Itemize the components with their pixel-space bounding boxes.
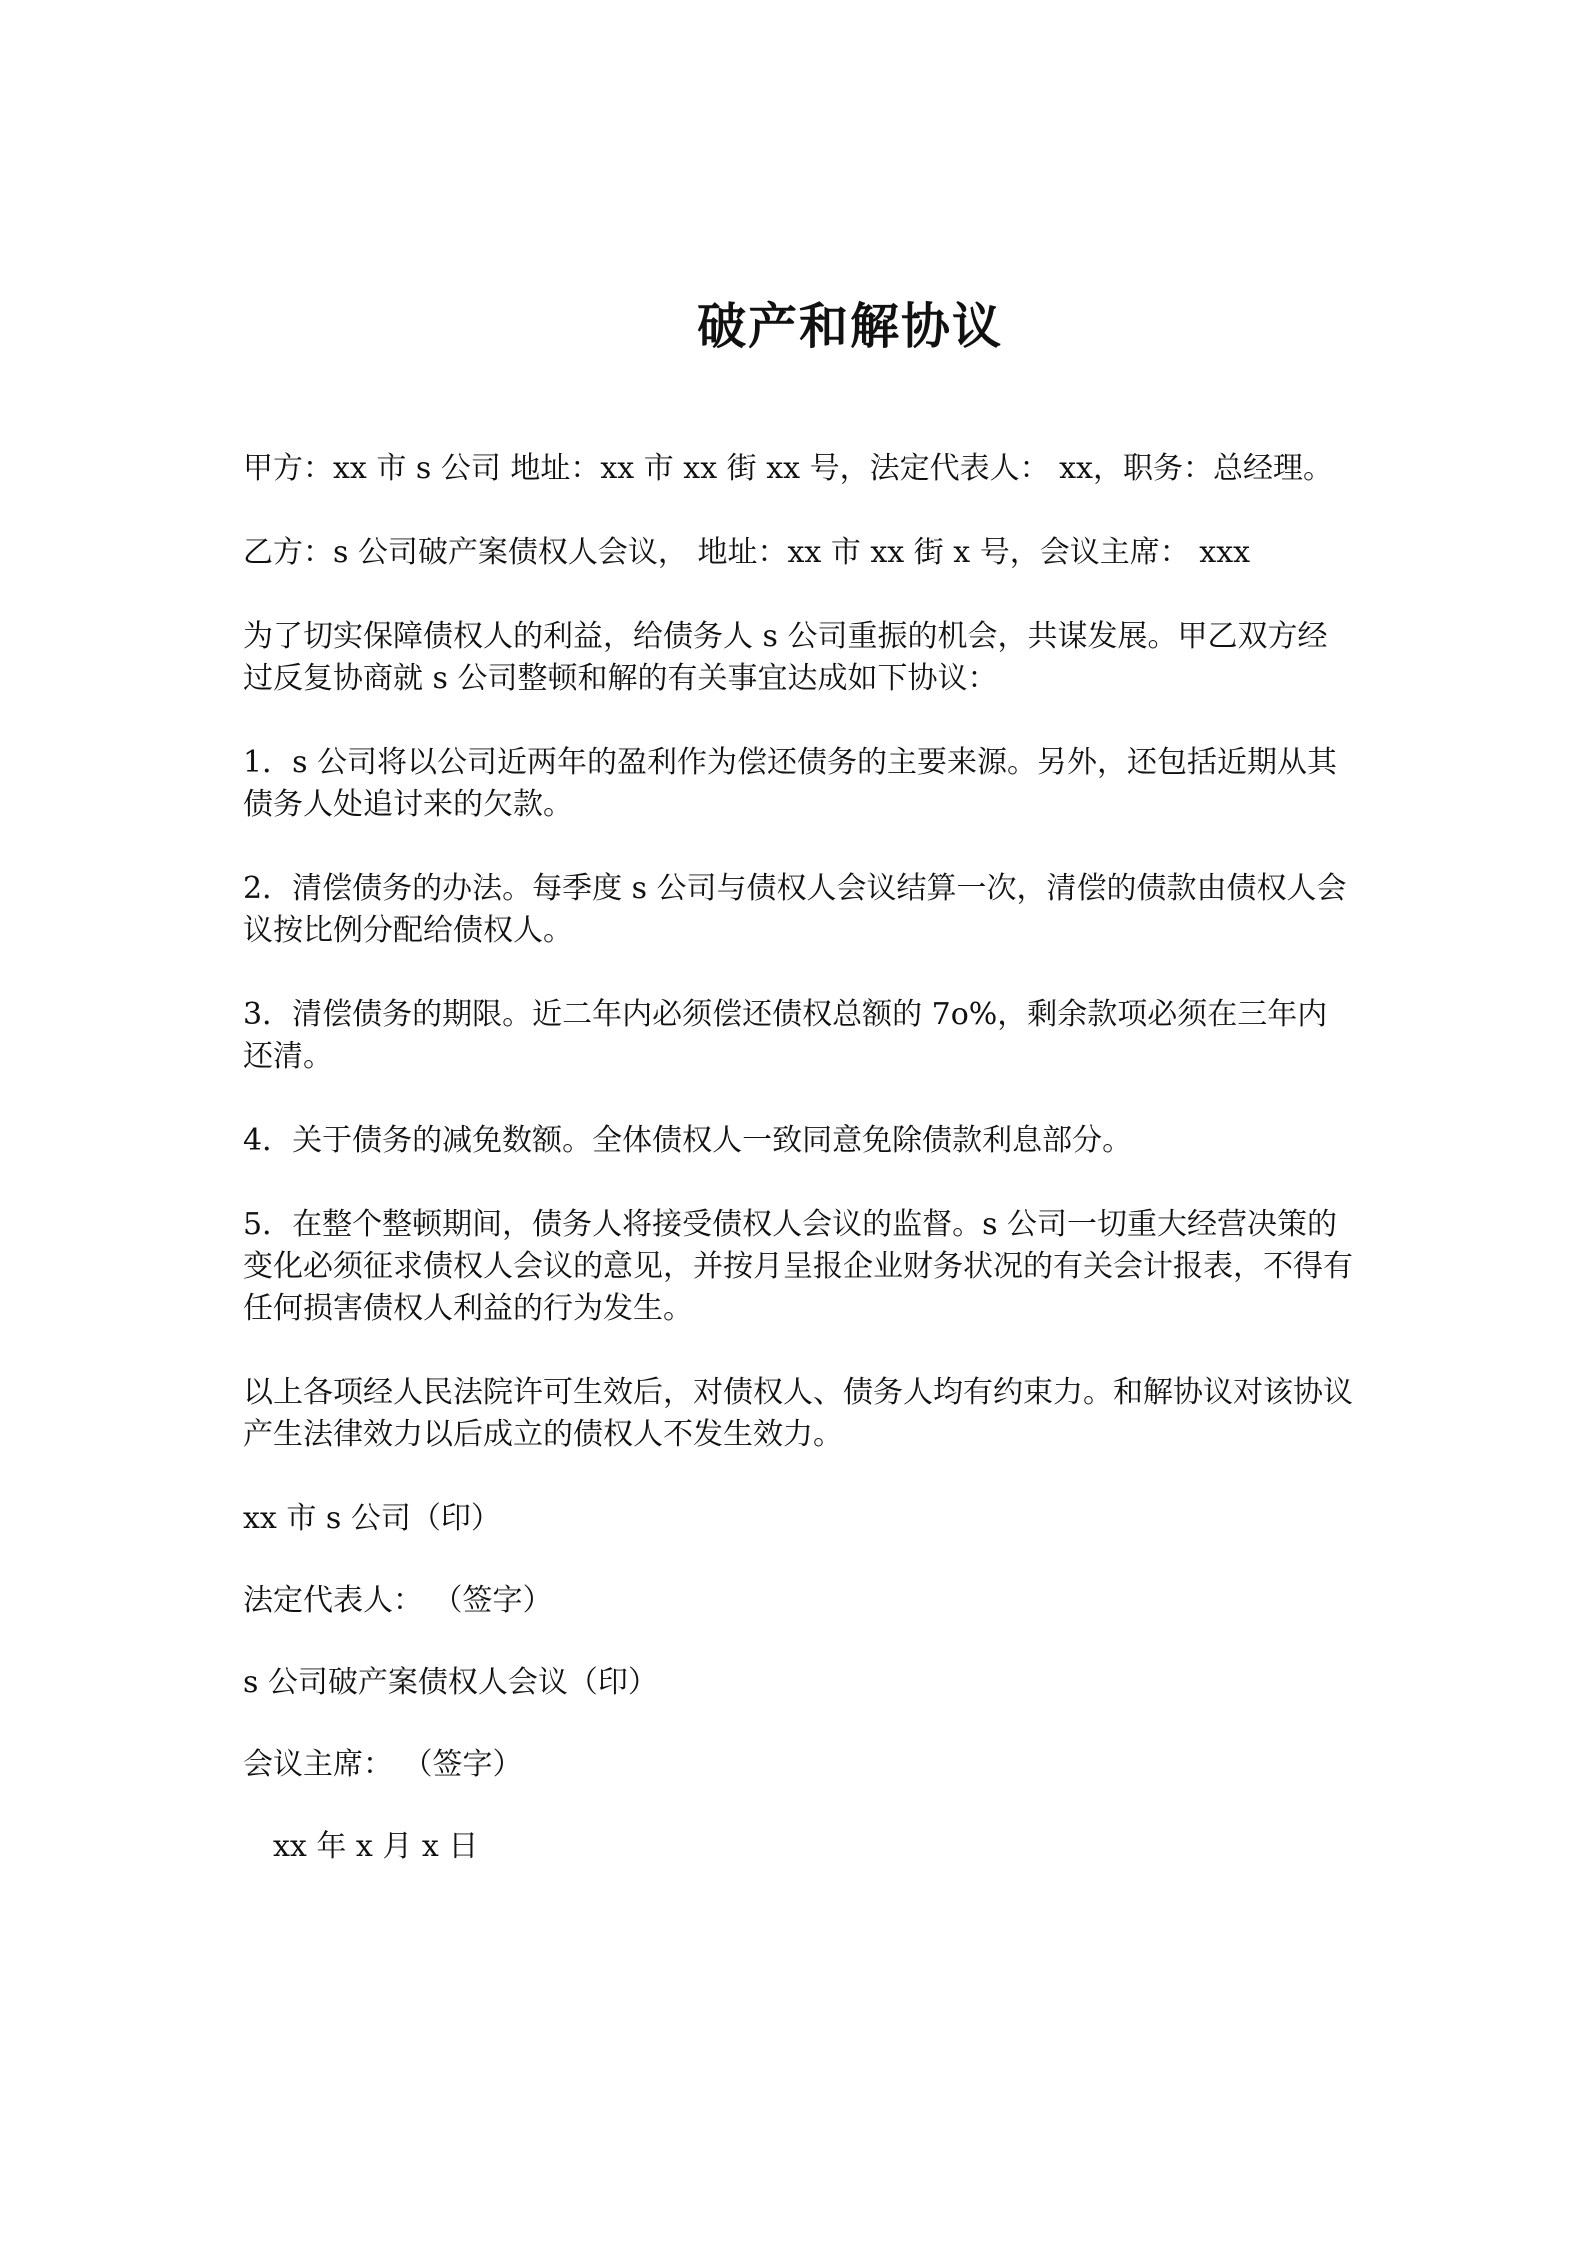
clause-2: 2．清偿债务的办法。每季度 s 公司与债权人会议结算一次，清偿的债款由债权人会议按比例分配给债权人。 [243, 871, 1347, 948]
party-b-line: 乙方：s 公司破产案债权人会议， 地址：xx 市 xx 街 x 号，会议主席： xxx [243, 535, 1251, 570]
creditors-seal-line: s 公司破产案债权人会议（印） [243, 1665, 658, 1700]
clause-3: 3．清偿债务的期限。近二年内必须偿还债权总额的 7o%，剩余款项必须在三年内还清。 [243, 997, 1328, 1074]
document-title: 破产和解协议 [696, 297, 1003, 355]
clause-5: 5．在整个整顿期间，债务人将接受债权人会议的监督。s 公司一切重大经营决策的变化必须征求债权人会议的意见，并按月呈报企业财务状况的有关会计报表，不得有任何损害债权人利益的行为发生。 [243, 1207, 1353, 1326]
legal-rep-signature-line: 法定代表人： （签字） [243, 1583, 553, 1618]
date-line: xx 年 x 月 x 日 [273, 1829, 479, 1864]
chairman-signature-line: 会议主席： （签字） [243, 1747, 523, 1782]
company-seal-line: xx 市 s 公司（印） [243, 1501, 501, 1536]
clause-4: 4．关于债务的减免数额。全体债权人一致同意免除债款利息部分。 [243, 1123, 1133, 1158]
clause-1: 1．s 公司将以公司近两年的盈利作为偿还债务的主要来源。另外，还包括近期从其债务人处追讨来的欠款。 [243, 745, 1338, 822]
document-body [243, 448, 1353, 1910]
closing-paragraph: 以上各项经人民法院许可生效后，对债权人、债务人均有约束力。和解协议对该协议产生法律效力以后成立的债权人不发生效力。 [243, 1375, 1353, 1452]
intro-paragraph: 为了切实保障债权人的利益，给债务人 s 公司重振的机会，共谋发展。甲乙双方经过反复协商就 s 公司整顿和解的有关事宜达成如下协议： [243, 619, 1328, 696]
party-a-line: 甲方：xx 市 s 公司 地址：xx 市 xx 街 xx 号，法定代表人： xx，职务：总经理。 [243, 451, 1333, 486]
